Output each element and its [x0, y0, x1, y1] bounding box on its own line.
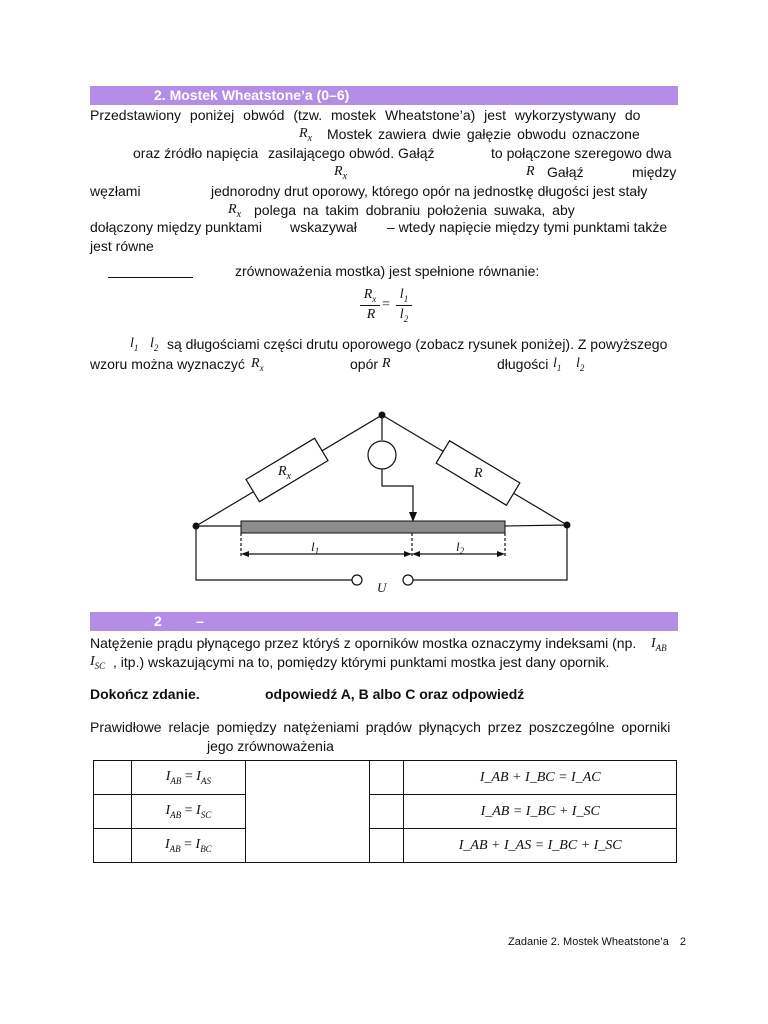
- text-line-3a: oraz źródło napięcia: [133, 145, 259, 161]
- math-rx-4: $R_x$: [251, 356, 264, 373]
- text-line-9: zrównoważenia mostka) jest spełnione równanie:: [235, 263, 540, 279]
- page-footer: [508, 936, 686, 948]
- r-resistor-label: R: [474, 466, 483, 481]
- voltage-label: U: [377, 580, 387, 595]
- math-r-2: R: [382, 356, 391, 371]
- text-after-3: opór: [350, 356, 379, 372]
- resistance-wire: [241, 521, 505, 533]
- footer-title: Zadanie 2. Mostek Wheatstone’a: [508, 936, 669, 948]
- text-line-4e: między: [632, 164, 677, 180]
- instruction-2: odpowiedź A, B albo C oraz odpowiedź: [265, 686, 525, 702]
- question-text-2: jego zrównoważenia: [207, 738, 334, 754]
- page-number: 2: [679, 936, 686, 948]
- table-row: [94, 761, 677, 795]
- answer-checkbox[interactable]: [369, 795, 404, 829]
- answer-checkbox[interactable]: [94, 795, 132, 829]
- math-l1: $l_1$: [130, 336, 139, 353]
- text-line-6: polega na takim dobraniu położenia suwaka, aby: [254, 202, 575, 218]
- task-text-1: Natężenie prądu płynącego przez któryś z oporników mostka oznaczymy indeksami (np.: [90, 635, 637, 651]
- table-row: [94, 795, 677, 829]
- text-line-7c: – wtedy napięcie między tymi punktami także: [387, 219, 668, 235]
- text-line-7b: wskazywał: [290, 219, 357, 235]
- rx-resistor-label: $R_x$: [278, 464, 292, 482]
- instruction-1: Dokończ zdanie.: [90, 686, 200, 702]
- text-after-1: są długościami części drutu oporowego (zobacz rysunek poniżej). Z powyższego: [167, 336, 668, 352]
- text-after-4: długości: [497, 356, 549, 372]
- text-line-3b: zasilającego obwód. Gałąź: [268, 145, 435, 161]
- math-l2-2: $l_2$: [576, 356, 585, 373]
- task-header-bar: [90, 612, 678, 631]
- option-cell: [404, 829, 677, 863]
- text-line-2: Mostek zawiera dwie gałęzie obwodu oznaczone: [327, 126, 640, 142]
- section-header-bar: [90, 86, 678, 105]
- task-number: 2: [154, 613, 162, 629]
- relation-ac: I_AB + I_BC = I_AC: [479, 769, 601, 785]
- math-rx: $R_x$: [299, 126, 313, 144]
- math-r: R: [526, 164, 535, 179]
- table-row: [94, 829, 677, 863]
- math-isc: $I_{SC}$: [90, 654, 106, 671]
- task-text-2: , itp.) wskazującymi na to, pomiędzy którymi punktami mostka jest dany opornik.: [113, 654, 610, 670]
- math-l2: $l_2$: [150, 336, 159, 353]
- text-line-5b: jednorodny drut oporowy, którego opór na jednostkę długości jest stały: [211, 183, 648, 199]
- text-line-7a: dołączony między punktami: [90, 219, 262, 235]
- middle-blank-cell: [245, 761, 369, 863]
- math-l1-2: $l_1$: [553, 356, 562, 373]
- question-text-1: Prawidłowe relacje pomiędzy natężeniami prądów płynących przez poszczególne oporniki: [90, 719, 671, 735]
- text-line-8: jest równe: [90, 238, 154, 254]
- math-iab: $I_{AB}$: [651, 636, 667, 653]
- math-rx-3: $R_x$: [228, 202, 242, 220]
- task-dash: –: [196, 613, 204, 629]
- answer-checkbox[interactable]: [94, 761, 132, 795]
- text-after-2: wzoru można wyznaczyć: [90, 356, 245, 372]
- math-rx-2: $R_x$: [334, 164, 348, 182]
- text-line-1: Przedstawiony poniżej obwód (tzw. mostek Wheatstone’a) jest wykorzystywany do: [90, 107, 641, 123]
- section-title: 2. Mostek Wheatstone’a (0–6): [154, 87, 350, 103]
- relation-bc-sc: I_AB = I_BC + I_SC: [480, 803, 600, 819]
- option-cell: $I_{AB} = I_{BC}$: [131, 829, 245, 863]
- answer-checkbox[interactable]: [369, 761, 404, 795]
- l1-label: $l_1$: [311, 539, 320, 556]
- text-line-5a: węzłami: [90, 183, 141, 199]
- text-line-4d: Gałąź: [547, 164, 584, 180]
- option-cell: [404, 795, 677, 829]
- l2-label: $l_2$: [456, 539, 465, 556]
- option-cell: [404, 761, 677, 795]
- answer-checkbox[interactable]: [369, 829, 404, 863]
- wheatstone-bridge-diagram: [0, 400, 768, 600]
- answer-checkbox[interactable]: [94, 829, 132, 863]
- answer-table: [93, 760, 677, 863]
- option-cell: $I_{AB} = I_{AS}$: [131, 761, 245, 795]
- relation-as-sc: I_AB + I_AS = I_BC + I_SC: [458, 837, 622, 853]
- option-cell: $I_{AB} = I_{SC}$: [131, 795, 245, 829]
- text-line-3c: to połączone szeregowo dwa: [491, 145, 672, 161]
- blank-line: [108, 277, 193, 278]
